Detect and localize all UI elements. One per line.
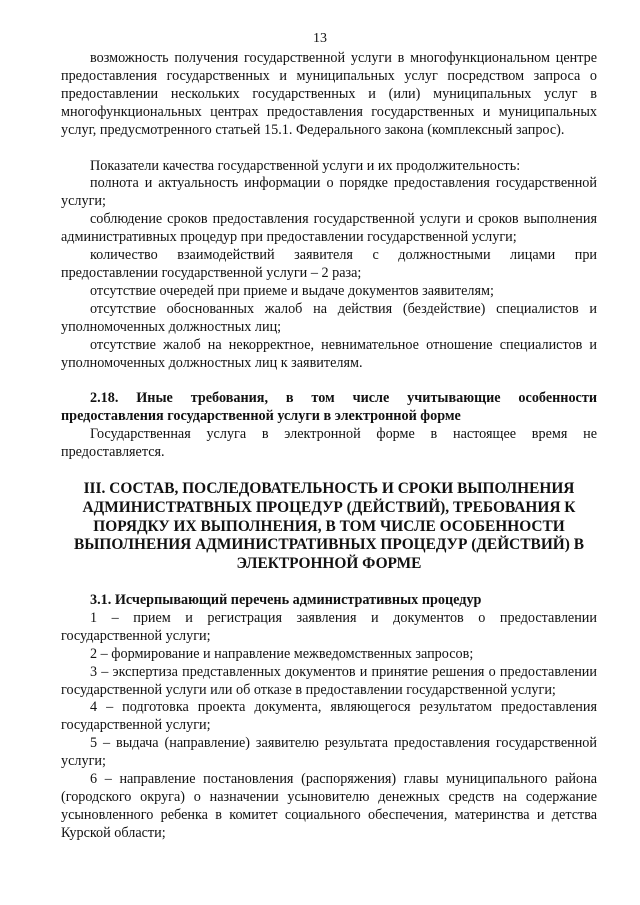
quality-intro: Показатели качества государственной услуги и их продолжительность: xyxy=(90,157,521,174)
section-3-heading-line: III. СОСТАВ, ПОСЛЕДОВАТЕЛЬНОСТЬ И СРОКИ ВЫПОЛНЕНИЯ xyxy=(83,480,575,498)
quality-item: отсутствие очередей при приеме и выдаче документов заявителям; xyxy=(90,282,494,299)
quality-item: полнота и актуальность информации о порядке предоставления государственной услуги; xyxy=(61,175,597,210)
document-body xyxy=(61,50,597,843)
section-3-heading xyxy=(61,480,597,574)
procedure-item: 1 – прием и регистрация заявления и документов о предоставлении государственной услуги; xyxy=(61,609,597,644)
procedure-item: 6 – направление постановления (распоряжения) главы муниципального района (городского округа) о назначении усыновителю денежных средств на содержание усыновленного ребенка в комитет социального обеспечения, материнства и детства Курской области; xyxy=(61,771,597,841)
procedure-item: 2 – формирование и направление межведомственных запросов; xyxy=(90,645,474,662)
procedure-item: 5 – выдача (направление) заявителю результата предоставления государственной услуги; xyxy=(61,735,597,770)
paragraph-complex-request: возможность получения государственной услуги в многофункциональном центре предоставления государственных и муниципальных услуг посредством запроса о предоставлении нескольких государственных и (или) муниципальных услуг в многофункциональных центрах предоставления государственных и муниципальных услуг, предусмотренного статьей 15.1. Федерального закона (комплексный запрос). xyxy=(61,50,597,138)
section-2-18-text: Государственная услуга в электронной форме в настоящее время не предоставляется. xyxy=(61,426,597,461)
quality-item: количество взаимодействий заявителя с должностными лицами при предоставлении государственной услуги – 2 раза; xyxy=(61,247,597,281)
quality-item: отсутствие жалоб на некорректное, невнимательное отношение специалистов и уполномоченных должностных лиц к заявителям. xyxy=(61,336,597,371)
section-3-heading-line: ЭЛЕКТРОННОЙ ФОРМЕ xyxy=(236,555,422,573)
quality-item: соблюдение сроков предоставления государственной услуги и сроков выполнения административных процедур при предоставлении государственной услуги; xyxy=(61,211,597,246)
section-3-heading-line: ПОРЯДКУ ИХ ВЫПОЛНЕНИЯ, В ТОМ ЧИСЛЕ ОСОБЕННОСТИ xyxy=(93,517,565,535)
procedure-item: 4 – подготовка проекта документа, являющегося результатом предоставления государственной услуги; xyxy=(61,699,597,734)
procedure-item: 3 – экспертиза представленных документов и принятие решения о предоставлении государственной услуги или об отказе в предоставлении государственной услуги; xyxy=(61,663,597,698)
section-3-1-heading: 3.1. Исчерпывающий перечень административных процедур xyxy=(90,592,482,609)
section-3-heading-line: АДМИНИСТРАТВНЫХ ПРОЦЕДУР (ДЕЙСТВИЙ), ТРЕБОВАНИЯ К xyxy=(82,498,576,516)
section-2-18-heading: 2.18. Иные требования, в том числе учитывающие особенности предоставления государственной услуги в электронной форме xyxy=(61,390,597,425)
section-3-heading-line: ВЫПОЛНЕНИЯ АДМИНИСТРАТИВНЫХ ПРОЦЕДУР (ДЕЙСТВИЙ) В xyxy=(73,536,584,554)
quality-item: отсутствие обоснованных жалоб на действия (бездействие) специалистов и уполномоченных должностных лиц; xyxy=(61,300,597,335)
page-number: 13 xyxy=(313,31,327,46)
